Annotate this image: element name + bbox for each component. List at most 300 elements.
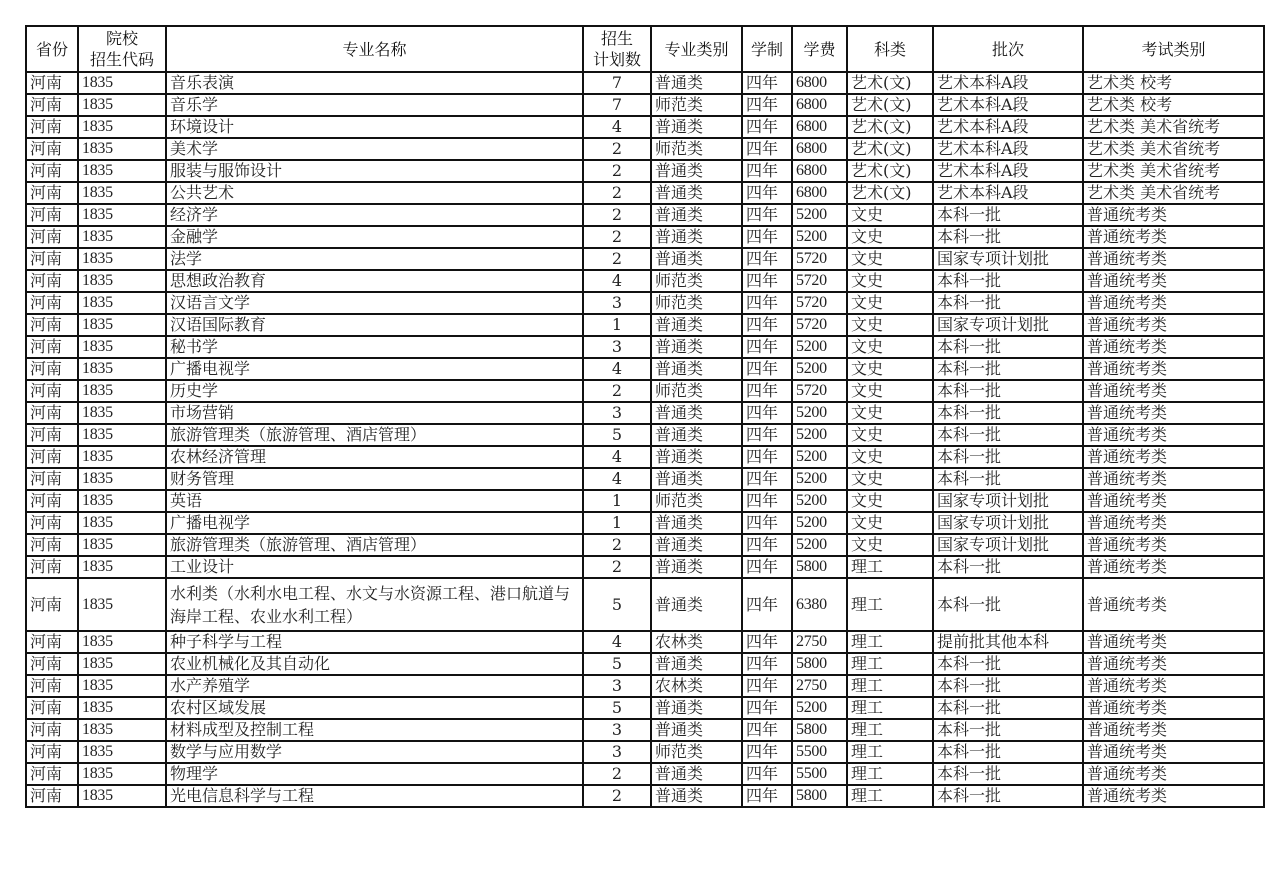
cell-plan-count: 4 [583,631,651,653]
cell-fee: 6800 [792,72,847,94]
cell-exam-type: 普通统考类 [1083,512,1264,534]
cell-category: 普通类 [651,512,742,534]
header-school-code-line2: 招生代码 [89,50,154,69]
cell-fee: 2750 [792,631,847,653]
cell-subject: 文史 [847,534,933,556]
cell-subject: 文史 [847,314,933,336]
cell-province: 河南 [26,763,78,785]
cell-fee: 6800 [792,138,847,160]
cell-batch: 本科一批 [933,653,1083,675]
cell-school-code: 1835 [78,741,166,763]
cell-fee: 6800 [792,182,847,204]
cell-batch: 本科一批 [933,380,1083,402]
cell-category: 普通类 [651,314,742,336]
table-row [26,248,1264,270]
cell-duration: 四年 [742,785,792,807]
cell-plan-count: 3 [583,675,651,697]
cell-plan-count: 3 [583,402,651,424]
cell-school-code: 1835 [78,534,166,556]
header-major: 专业名称 [166,26,583,72]
cell-exam-type: 普通统考类 [1083,675,1264,697]
cell-fee: 5200 [792,512,847,534]
cell-fee: 5720 [792,292,847,314]
cell-subject: 理工 [847,653,933,675]
cell-category: 普通类 [651,534,742,556]
cell-batch: 本科一批 [933,446,1083,468]
table-row [26,424,1264,446]
cell-subject: 文史 [847,468,933,490]
cell-batch: 本科一批 [933,358,1083,380]
cell-fee: 2750 [792,675,847,697]
cell-school-code: 1835 [78,719,166,741]
cell-exam-type: 普通统考类 [1083,631,1264,653]
cell-province: 河南 [26,358,78,380]
cell-category: 普通类 [651,402,742,424]
cell-plan-count: 4 [583,446,651,468]
cell-category: 普通类 [651,248,742,270]
cell-duration: 四年 [742,675,792,697]
cell-category: 师范类 [651,94,742,116]
header-province: 省份 [26,26,78,72]
cell-exam-type: 普通统考类 [1083,490,1264,512]
table-row [26,675,1264,697]
cell-subject: 文史 [847,226,933,248]
table-row [26,468,1264,490]
cell-exam-type: 普通统考类 [1083,358,1264,380]
header-plan-count-line1: 招生 [600,29,633,48]
cell-category: 普通类 [651,336,742,358]
cell-exam-type: 普通统考类 [1083,402,1264,424]
cell-category: 普通类 [651,358,742,380]
enrollment-plan-table [25,25,1265,808]
cell-category: 师范类 [651,270,742,292]
cell-subject: 艺术(文) [847,138,933,160]
cell-duration: 四年 [742,138,792,160]
cell-duration: 四年 [742,94,792,116]
cell-batch: 国家专项计划批 [933,314,1083,336]
cell-school-code: 1835 [78,512,166,534]
cell-school-code: 1835 [78,336,166,358]
cell-major: 经济学 [166,204,583,226]
cell-exam-type: 普通统考类 [1083,534,1264,556]
cell-subject: 文史 [847,204,933,226]
cell-batch: 本科一批 [933,675,1083,697]
cell-plan-count: 7 [583,94,651,116]
table-body [26,72,1264,807]
cell-plan-count: 2 [583,534,651,556]
cell-major: 音乐学 [166,94,583,116]
table-row [26,490,1264,512]
cell-batch: 本科一批 [933,763,1083,785]
cell-plan-count: 4 [583,116,651,138]
cell-major: 金融学 [166,226,583,248]
cell-plan-count: 4 [583,468,651,490]
table-row [26,358,1264,380]
cell-subject: 理工 [847,741,933,763]
cell-major: 音乐表演 [166,72,583,94]
cell-major: 秘书学 [166,336,583,358]
cell-exam-type: 普通统考类 [1083,424,1264,446]
cell-exam-type: 普通统考类 [1083,468,1264,490]
cell-category: 普通类 [651,182,742,204]
cell-province: 河南 [26,380,78,402]
cell-subject: 理工 [847,697,933,719]
cell-batch: 艺术本科A段 [933,72,1083,94]
cell-province: 河南 [26,160,78,182]
cell-subject: 文史 [847,512,933,534]
cell-subject: 文史 [847,248,933,270]
table-row [26,182,1264,204]
table-row [26,785,1264,807]
cell-province: 河南 [26,248,78,270]
cell-category: 普通类 [651,556,742,578]
cell-fee: 5200 [792,336,847,358]
table-row [26,204,1264,226]
cell-subject: 文史 [847,336,933,358]
cell-exam-type: 艺术类 美术省统考 [1083,182,1264,204]
table-row [26,556,1264,578]
cell-province: 河南 [26,94,78,116]
cell-plan-count: 5 [583,697,651,719]
cell-duration: 四年 [742,512,792,534]
cell-plan-count: 4 [583,270,651,292]
cell-batch: 艺术本科A段 [933,116,1083,138]
cell-province: 河南 [26,719,78,741]
cell-exam-type: 普通统考类 [1083,292,1264,314]
cell-fee: 5720 [792,270,847,292]
cell-school-code: 1835 [78,94,166,116]
cell-subject: 理工 [847,556,933,578]
cell-duration: 四年 [742,204,792,226]
cell-category: 农林类 [651,631,742,653]
cell-duration: 四年 [742,424,792,446]
cell-subject: 文史 [847,380,933,402]
cell-plan-count: 2 [583,248,651,270]
cell-exam-type: 普通统考类 [1083,741,1264,763]
cell-province: 河南 [26,182,78,204]
cell-category: 普通类 [651,653,742,675]
cell-batch: 本科一批 [933,468,1083,490]
header-category: 专业类别 [651,26,742,72]
cell-plan-count: 5 [583,424,651,446]
cell-major: 环境设计 [166,116,583,138]
cell-plan-count: 4 [583,358,651,380]
cell-fee: 6800 [792,160,847,182]
table-header [26,26,1264,72]
cell-subject: 艺术(文) [847,94,933,116]
cell-school-code: 1835 [78,314,166,336]
cell-exam-type: 艺术类 美术省统考 [1083,116,1264,138]
cell-duration: 四年 [742,556,792,578]
header-plan-count [583,26,651,72]
cell-batch: 本科一批 [933,719,1083,741]
cell-subject: 文史 [847,292,933,314]
cell-major: 历史学 [166,380,583,402]
cell-major: 公共艺术 [166,182,583,204]
cell-fee: 5200 [792,226,847,248]
cell-subject: 文史 [847,424,933,446]
cell-school-code: 1835 [78,675,166,697]
cell-fee: 5200 [792,468,847,490]
cell-batch: 国家专项计划批 [933,512,1083,534]
cell-fee: 5200 [792,490,847,512]
cell-plan-count: 1 [583,512,651,534]
cell-exam-type: 艺术类 校考 [1083,94,1264,116]
cell-province: 河南 [26,446,78,468]
cell-school-code: 1835 [78,697,166,719]
cell-province: 河南 [26,468,78,490]
cell-exam-type: 普通统考类 [1083,336,1264,358]
cell-province: 河南 [26,116,78,138]
cell-fee: 5500 [792,763,847,785]
cell-major: 农村区域发展 [166,697,583,719]
cell-category: 普通类 [651,72,742,94]
cell-fee: 5200 [792,358,847,380]
cell-fee: 5200 [792,446,847,468]
cell-province: 河南 [26,490,78,512]
table-row [26,719,1264,741]
cell-duration: 四年 [742,631,792,653]
cell-exam-type: 艺术类 校考 [1083,72,1264,94]
header-exam-type: 考试类别 [1083,26,1264,72]
cell-major: 物理学 [166,763,583,785]
cell-duration: 四年 [742,763,792,785]
cell-major: 英语 [166,490,583,512]
cell-school-code: 1835 [78,424,166,446]
table-row [26,534,1264,556]
cell-batch: 本科一批 [933,785,1083,807]
cell-major: 数学与应用数学 [166,741,583,763]
table-row [26,226,1264,248]
cell-category: 师范类 [651,380,742,402]
cell-category: 普通类 [651,763,742,785]
cell-plan-count: 3 [583,741,651,763]
cell-duration: 四年 [742,270,792,292]
cell-batch: 本科一批 [933,204,1083,226]
cell-province: 河南 [26,204,78,226]
cell-batch: 本科一批 [933,226,1083,248]
cell-category: 普通类 [651,160,742,182]
cell-school-code: 1835 [78,763,166,785]
cell-exam-type: 普通统考类 [1083,248,1264,270]
cell-category: 师范类 [651,292,742,314]
cell-duration: 四年 [742,182,792,204]
cell-plan-count: 2 [583,204,651,226]
cell-fee: 5200 [792,534,847,556]
cell-school-code: 1835 [78,292,166,314]
cell-batch: 艺术本科A段 [933,182,1083,204]
cell-school-code: 1835 [78,204,166,226]
cell-subject: 艺术(文) [847,116,933,138]
table-row [26,653,1264,675]
table-row [26,631,1264,653]
cell-major: 旅游管理类（旅游管理、酒店管理） [166,424,583,446]
cell-major: 服装与服饰设计 [166,160,583,182]
cell-province: 河南 [26,512,78,534]
cell-subject: 理工 [847,631,933,653]
cell-duration: 四年 [742,719,792,741]
table-row [26,138,1264,160]
cell-duration: 四年 [742,490,792,512]
cell-duration: 四年 [742,741,792,763]
cell-subject: 理工 [847,785,933,807]
cell-major: 市场营销 [166,402,583,424]
cell-school-code: 1835 [78,578,166,631]
header-plan-count-line2: 计划数 [592,50,641,69]
cell-subject: 文史 [847,446,933,468]
cell-province: 河南 [26,741,78,763]
cell-batch: 本科一批 [933,424,1083,446]
cell-school-code: 1835 [78,556,166,578]
cell-fee: 5500 [792,741,847,763]
cell-plan-count: 3 [583,719,651,741]
cell-fee: 6800 [792,116,847,138]
cell-category: 普通类 [651,719,742,741]
cell-duration: 四年 [742,72,792,94]
cell-category: 普通类 [651,226,742,248]
cell-fee: 5800 [792,785,847,807]
table-row [26,116,1264,138]
cell-plan-count: 2 [583,785,651,807]
cell-school-code: 1835 [78,138,166,160]
cell-province: 河南 [26,578,78,631]
cell-exam-type: 艺术类 美术省统考 [1083,138,1264,160]
cell-plan-count: 3 [583,336,651,358]
cell-major: 汉语国际教育 [166,314,583,336]
cell-province: 河南 [26,556,78,578]
cell-plan-count: 7 [583,72,651,94]
cell-province: 河南 [26,314,78,336]
cell-school-code: 1835 [78,226,166,248]
cell-fee: 5200 [792,402,847,424]
cell-province: 河南 [26,226,78,248]
cell-category: 普通类 [651,424,742,446]
cell-school-code: 1835 [78,653,166,675]
cell-fee: 5800 [792,653,847,675]
cell-plan-count: 2 [583,138,651,160]
cell-duration: 四年 [742,380,792,402]
cell-major: 水利类（水利水电工程、水文与水资源工程、港口航道与海岸工程、农业水利工程） [166,578,583,631]
cell-fee: 5720 [792,248,847,270]
cell-fee: 5800 [792,719,847,741]
cell-fee: 5200 [792,204,847,226]
cell-major: 农业机械化及其自动化 [166,653,583,675]
cell-plan-count: 2 [583,160,651,182]
cell-category: 师范类 [651,741,742,763]
cell-province: 河南 [26,631,78,653]
table-row [26,314,1264,336]
table-row [26,72,1264,94]
cell-batch: 本科一批 [933,292,1083,314]
cell-exam-type: 艺术类 美术省统考 [1083,160,1264,182]
cell-category: 普通类 [651,468,742,490]
cell-major: 广播电视学 [166,512,583,534]
table-row [26,336,1264,358]
cell-major: 农林经济管理 [166,446,583,468]
cell-subject: 艺术(文) [847,182,933,204]
cell-school-code: 1835 [78,72,166,94]
cell-school-code: 1835 [78,490,166,512]
cell-exam-type: 普通统考类 [1083,578,1264,631]
cell-batch: 艺术本科A段 [933,160,1083,182]
cell-exam-type: 普通统考类 [1083,380,1264,402]
cell-duration: 四年 [742,534,792,556]
cell-school-code: 1835 [78,402,166,424]
cell-major: 种子科学与工程 [166,631,583,653]
cell-major: 法学 [166,248,583,270]
table-row [26,697,1264,719]
cell-category: 农林类 [651,675,742,697]
cell-category: 普通类 [651,204,742,226]
header-duration: 学制 [742,26,792,72]
table-row [26,94,1264,116]
cell-school-code: 1835 [78,785,166,807]
cell-province: 河南 [26,402,78,424]
cell-fee: 5720 [792,380,847,402]
cell-plan-count: 1 [583,490,651,512]
cell-school-code: 1835 [78,358,166,380]
cell-subject: 文史 [847,490,933,512]
table-row [26,512,1264,534]
cell-plan-count: 3 [583,292,651,314]
cell-exam-type: 普通统考类 [1083,653,1264,675]
cell-exam-type: 普通统考类 [1083,785,1264,807]
cell-province: 河南 [26,138,78,160]
cell-subject: 理工 [847,719,933,741]
cell-duration: 四年 [742,446,792,468]
cell-fee: 6380 [792,578,847,631]
cell-duration: 四年 [742,248,792,270]
table-row [26,446,1264,468]
cell-subject: 理工 [847,578,933,631]
cell-exam-type: 普通统考类 [1083,697,1264,719]
cell-duration: 四年 [742,292,792,314]
cell-category: 普通类 [651,697,742,719]
cell-batch: 本科一批 [933,697,1083,719]
cell-duration: 四年 [742,468,792,490]
cell-exam-type: 普通统考类 [1083,719,1264,741]
table-row [26,380,1264,402]
cell-province: 河南 [26,292,78,314]
cell-exam-type: 普通统考类 [1083,314,1264,336]
cell-duration: 四年 [742,160,792,182]
cell-subject: 艺术(文) [847,72,933,94]
cell-batch: 本科一批 [933,578,1083,631]
cell-subject: 文史 [847,358,933,380]
cell-category: 师范类 [651,490,742,512]
header-fee: 学费 [792,26,847,72]
cell-plan-count: 5 [583,578,651,631]
cell-batch: 提前批其他本科 [933,631,1083,653]
header-school-code [78,26,166,72]
cell-subject: 艺术(文) [847,160,933,182]
cell-school-code: 1835 [78,631,166,653]
cell-plan-count: 5 [583,653,651,675]
cell-batch: 艺术本科A段 [933,94,1083,116]
cell-batch: 艺术本科A段 [933,138,1083,160]
cell-province: 河南 [26,270,78,292]
cell-plan-count: 2 [583,763,651,785]
cell-duration: 四年 [742,226,792,248]
cell-duration: 四年 [742,697,792,719]
cell-province: 河南 [26,72,78,94]
cell-duration: 四年 [742,653,792,675]
cell-school-code: 1835 [78,116,166,138]
cell-subject: 文史 [847,270,933,292]
cell-category: 普通类 [651,446,742,468]
cell-province: 河南 [26,653,78,675]
header-row [26,26,1264,72]
